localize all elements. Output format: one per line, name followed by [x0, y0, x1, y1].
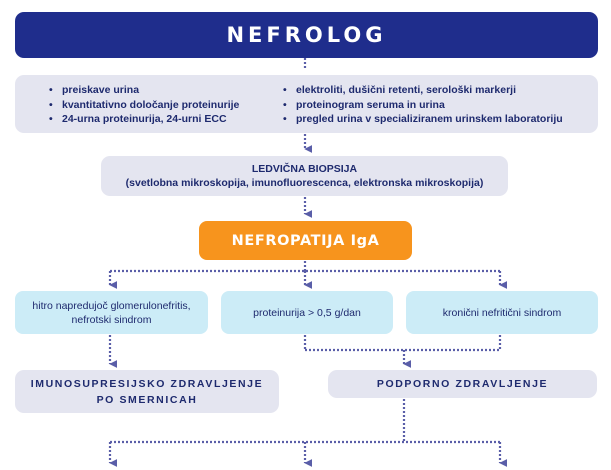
test-item: • proteinogram seruma in urina [283, 98, 563, 113]
test-item: • elektroliti, dušični retenti, serološki markerji [283, 83, 563, 98]
treatment-text: IMUNOSUPRESIJSKO ZDRAVLJENJE [30, 377, 264, 390]
diagnosis-text: NEFROPATIJA IgA [231, 232, 380, 249]
test-item: • kvantitativno določanje proteinurije [49, 98, 239, 113]
title-text: NEFROLOG [226, 23, 387, 47]
test-item: • pregled urina v specializiranem urinskem laboratoriju [283, 112, 563, 127]
biopsy-title: LEDVIČNA BIOPSIJA [251, 163, 358, 175]
treatment-text: PODPORNO ZDRAVLJENJE [376, 378, 549, 390]
condition-text: hitro napredujoč glomerulonefritis, [32, 299, 191, 312]
condition-text: kronični nefritični sindrom [442, 306, 562, 319]
test-item: • preiskave urina [49, 83, 239, 98]
condition-text: proteinurija > 0,5 g/dan [253, 306, 361, 319]
test-item: • 24-urna proteinurija, 24-urni ECC [49, 112, 239, 127]
biopsy-subtitle: (svetlobna mikroskopija, imunofluorescenca, elektronska mikroskopija) [125, 177, 484, 189]
condition-text: nefrotski sindrom [71, 313, 152, 326]
treatment-text: PO SMERNICAH [96, 393, 198, 406]
